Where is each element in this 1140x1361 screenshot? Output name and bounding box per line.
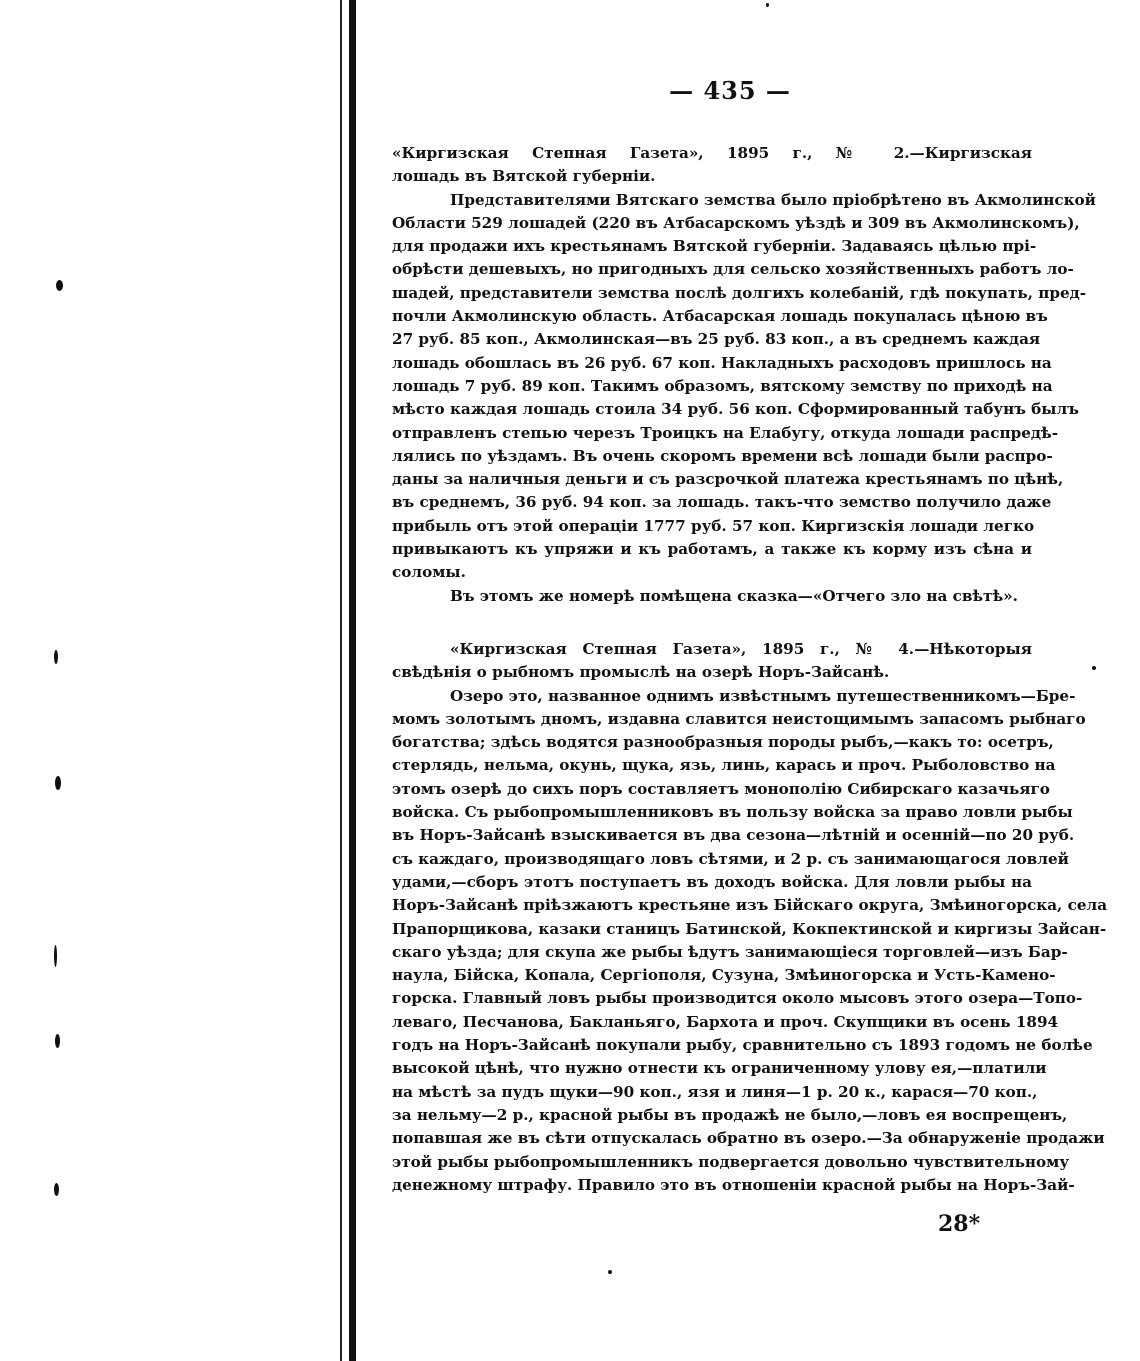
text-line: для продажи ихъ крестьянамъ Вятской губерніи. Задаваясь цѣлью прі-: [392, 237, 1037, 256]
page-number: — 435 —: [669, 76, 791, 105]
text-line: обрѣсти дешевыхъ, но пригодныхъ для сельско хозяйственныхъ работъ ло-: [392, 260, 1074, 279]
gutter-rule: [349, 0, 356, 1361]
text-line: лошадь 7 руб. 89 коп. Такимъ образомъ, вятскому земству по приходѣ на: [392, 376, 1053, 395]
scan-speck: [608, 1270, 612, 1274]
scan-speck: [54, 1183, 59, 1196]
text-line: отправленъ степью черезъ Троицкъ на Елабугу, откуда лошади распредѣ-: [392, 423, 1059, 442]
scan-speck: [1092, 666, 1096, 670]
text-line: скаго уѣзда; для скупа же рыбы ѣдутъ занимающіеся торговлей—изъ Бар-: [392, 942, 1068, 961]
text-line: шадей, представители земства послѣ долгихъ колебаній, гдѣ покупать, пред-: [392, 283, 1087, 302]
gutter-rule-thin: [340, 0, 342, 1361]
text-line: этомъ озерѣ до сихъ поръ составляетъ монополію Сибирскаго казачьяго: [392, 779, 1050, 798]
text-line: Области 529 лошадей (220 въ Атбасарскомъ уѣздѣ и 309 въ Акмолинскомъ),: [392, 213, 1080, 232]
text-line: въ среднемъ, 36 руб. 94 коп. за лошадь. такъ-что земство получило даже: [392, 493, 1052, 512]
text-line: удами,—сборъ этотъ поступаетъ въ доходъ войска. Для ловли рыбы на: [392, 872, 1032, 891]
scan-speck: [766, 3, 769, 7]
text-line: горска. Главный ловъ рыбы производится около мысовъ этого озера—Топо-: [392, 989, 1083, 1008]
text-line: Прапорщикова, казаки станицъ Батинской, Кокпектинской и киргизы Зайсан-: [392, 919, 1107, 938]
text-line: наула, Бійска, Копала, Сергіополя, Сузуна, Змѣиногорска и Усть-Камено-: [392, 966, 1056, 985]
text-line: даны за наличныя деньги и съ разсрочкой платежа крестьянамъ по цѣнѣ,: [392, 470, 1064, 489]
scan-speck: [55, 776, 61, 790]
printer-signature-mark: 28*: [938, 1211, 981, 1237]
article-2-heading-line-2: свѣдѣнія о рыбномъ промыслѣ на озерѣ Норъ-Зайсанѣ.: [392, 663, 890, 682]
scan-speck: [56, 280, 63, 291]
text-line: лошадь обошлась въ 26 руб. 67 коп. Накладныхъ расходовъ пришлось на: [392, 353, 1052, 372]
article-1-heading-line-1: «Киргизская Степная Газета», 1895 г., № 2.—Киргизская: [392, 144, 1032, 162]
text-line: богатства; здѣсь водятся разнообразныя породы рыбъ,—какъ то: осетръ,: [392, 733, 1054, 752]
article-1-heading-line-2: лошадь въ Вятской губерніи.: [392, 167, 656, 186]
text-line: соломы.: [392, 563, 466, 582]
text-line: попавшая же въ сѣти отпускалась обратно въ озеро.—За обнаруженіе продажи: [392, 1129, 1105, 1148]
text-line: годъ на Норъ-Зайсанѣ покупали рыбу, сравнительно съ 1893 годомъ не болѣе: [392, 1036, 1093, 1055]
text-line: прибыль отъ этой операціи 1777 руб. 57 коп. Киргизскія лошади легко: [392, 516, 1035, 535]
text-line: въ Норъ-Зайсанѣ взыскивается въ два сезона—лѣтній и осенній—по 20 руб.: [392, 826, 1075, 845]
text-line: стерлядь, нельма, окунь, щука, язь, линь, карась и проч. Рыболовство на: [392, 756, 1056, 775]
article-2: [392, 638, 1108, 1197]
article-1: [392, 142, 1096, 608]
text-line: на мѣстѣ за пудъ щуки—90 коп., язя и линя—1 р. 20 к., карася—70 коп.,: [392, 1082, 1038, 1101]
scan-speck: [54, 650, 58, 664]
text-line: за нельму—2 р., красной рыбы въ продажѣ не было,—ловъ ея воспрещенъ,: [392, 1105, 1068, 1124]
text-line: момъ золотымъ дномъ, издавна славится неистощимымъ запасомъ рыбнаго: [392, 709, 1086, 728]
text-line: 27 руб. 85 коп., Акмолинская—въ 25 руб. 83 коп., а въ среднемъ каждая: [392, 330, 1041, 349]
text-line: высокой цѣнѣ, что нужно отнести къ ограниченному улову ея,—платили: [392, 1059, 1047, 1078]
text-line: мѣсто каждая лошадь стоила 34 руб. 56 коп. Сформированный табунъ былъ: [392, 400, 1079, 419]
text-line: Озеро это, названное однимъ извѣстнымъ путешественникомъ—Бре-: [450, 686, 1076, 705]
text-line: Представителями Вятскаго земства было пріобрѣтено въ Акмолинской: [450, 190, 1096, 209]
text-line: денежному штрафу. Правило это въ отношеніи красной рыбы на Норъ-Зай-: [392, 1175, 1075, 1194]
scan-speck: [55, 1034, 60, 1048]
scan-speck: [54, 945, 57, 967]
text-line: Въ этомъ же номерѣ помѣщена сказка—«Отчего зло на свѣтѣ».: [450, 586, 1018, 605]
text-line: леваго, Песчанова, Бакланьяго, Бархота и проч. Скупщики въ осень 1894: [392, 1012, 1059, 1031]
text-line: почли Акмолинскую область. Атбасарская лошадь покупалась цѣною въ: [392, 307, 1048, 326]
text-line: съ каждаго, производящаго ловъ сѣтями, и 2 р. съ занимающагося ловлей: [392, 849, 1069, 868]
text-line: Норъ-Зайсанѣ пріѣзжаютъ крестьяне изъ Бійскаго округа, Змѣиногорска, села: [392, 896, 1108, 915]
text-line: лялись по уѣздамъ. Въ очень скоромъ времени всѣ лошади были распро-: [392, 446, 1053, 465]
article-2-heading-line-1: «Киргизская Степная Газета», 1895 г., № 4.—Нѣкоторыя: [450, 640, 1032, 658]
text-line: войска. Съ рыбопромышленниковъ въ пользу войска за право ловли рыбы: [392, 803, 1073, 822]
text-line: этой рыбы рыбопромышленникъ подвергается довольно чувствительному: [392, 1152, 1070, 1171]
text-line: привыкаютъ къ упряжи и къ работамъ, а также къ корму изъ сѣна и: [392, 540, 1032, 559]
